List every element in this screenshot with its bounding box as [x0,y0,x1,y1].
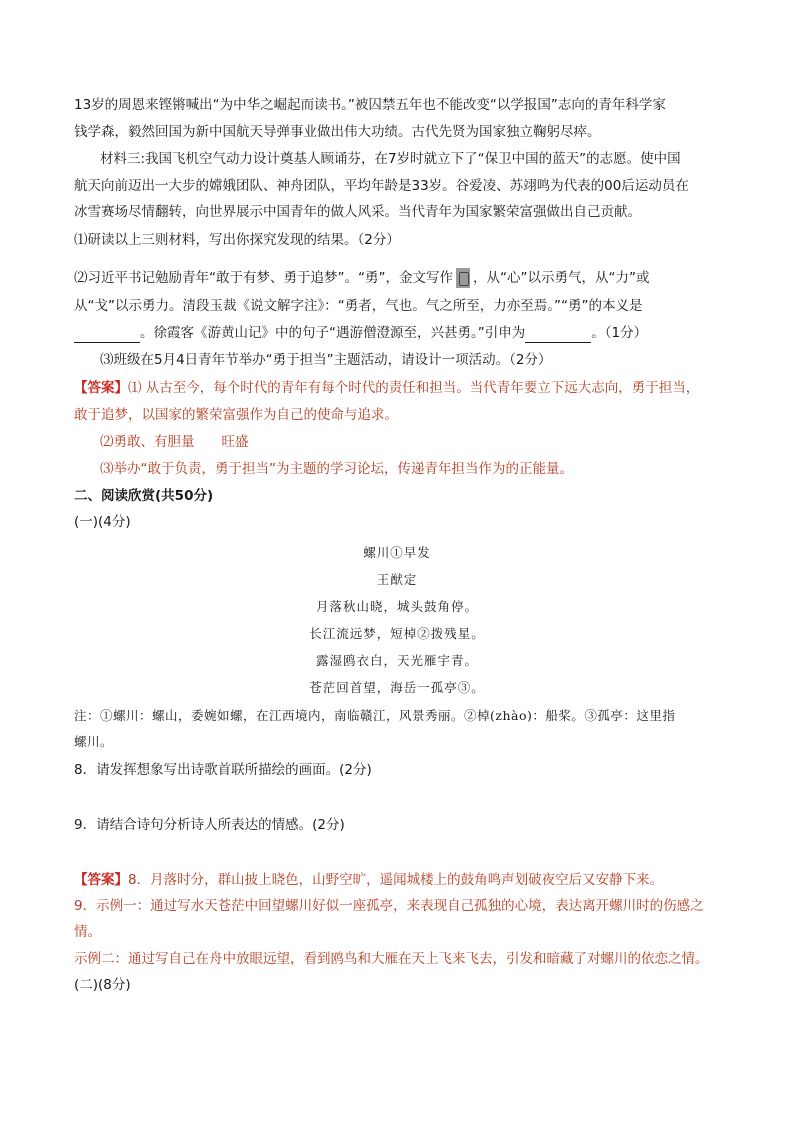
material3-line3: 冰雪赛场尽情翻转，向世界展示中国青年的做人风采。当代青年为国家繁荣富强做出自己贡献。 [74,204,641,220]
poem-note-line2: 螺川。 [74,734,114,749]
answer-9-line1: 9．示例一：通过写水天苍茫中回望螺川好似一座孤亭，来表现自己孤独的心境，表达离开螺川时的伤感之 [74,898,704,914]
answer-blank-1[interactable] [74,328,140,343]
question-2-line1 [74,268,649,288]
material3-line1: 材料三:我国飞机空气动力设计奠基人顾诵芬，在7岁时就立下了“保卫中国的蓝天”的志愿。使中国 [100,151,681,167]
answer-9-example2: 示例二：通过写自己在舟中放眼远望，看到鸥鸟和大雁在天上飞来飞去，引发和暗藏了对螺川的依恋之情。 [74,951,709,967]
poem-line-4: 苍茫回首望，海岳一孤亭③。 [309,680,485,695]
answer-1-text: ⑴ 从古至今，每个时代的青年有每个时代的责任和担当。当代青年要立下远大志向，勇于担当， [128,380,700,396]
question-2-text-b: ，从“心”以示勇气，从“力”或 [472,270,650,286]
material2-line2: 钱学森，毅然回国为新中国航天导弹事业做出伟大功绩。古代先贤为国家独立鞠躬尽瘁。 [74,124,601,140]
bronze-script-yong-glyph-icon [456,268,470,288]
question-8: 8．请发挥想象写出诗歌首联所描绘的画面。(2分) [74,762,372,778]
section-title: 二、阅读欣赏(共50分) [74,488,214,504]
answer-1-line2: 敢于追梦，以国家的繁荣富强作为自己的使命与追求。 [74,407,398,423]
material2-line1: 13岁的周恩来铿锵喊出“为中华之崛起而读书。”被囚禁五年也不能改变“以学报国”志向的青年科学家 [74,97,666,113]
answer-8: 8．月落时分，群山披上晓色，山野空旷，遥闻城楼上的鼓角鸣声划破夜空后又安静下来。 [128,872,664,888]
question-2-line3 [74,323,647,343]
answer-blank-2[interactable] [525,328,591,343]
answer-2: ⑵勇敢、有胆量 旺盛 [100,434,249,450]
part-1-heading: (一)(4分) [74,514,131,530]
part-2-heading: (二)(8分) [74,977,131,993]
poem-line-2: 长江流远梦，短棹②拨残星。 [309,626,485,641]
question-9: 9．请结合诗句分析诗人所表达的情感。(2分) [74,817,345,833]
answer-block-1-line1 [74,378,699,398]
poem-author: 王猷定 [376,572,418,587]
answer-block-2-line1 [74,870,663,890]
material3-line2: 航天向前迈出一大步的嫦娥团队、神舟团队，平均年龄是33岁。谷爱凌、苏翊鸣为代表的00后运动员在 [74,178,689,194]
poem-note-line1: 注：①螺川：螺山，委婉如螺，在江西境内，南临赣江，风景秀丽。②棹(zhào)：船桨。③孤亭：这里指 [74,708,676,723]
answer-3: ⑶举办“敢于负责，勇于担当”为主题的学习论坛，传递青年担当作为的正能量。 [100,461,573,477]
question-2-text-c: 。徐霞客《游黄山记》中的句子“遇游僧澄源至，兴甚勇。”引申为 [140,325,526,341]
answer-9-line2: 情。 [74,924,101,940]
poem-line-1: 月落秋山晓，城头鼓角停。 [315,599,478,614]
question-2-text-d: 。（1分） [591,325,648,341]
question-2-text-a: ⑵习近平书记勉励青年“敢于有梦、勇于追梦”。“勇”，金文写作 [74,270,453,286]
question-1: ⑴研读以上三则材料，写出你探究发现的结果。（2分） [74,232,400,248]
question-2-line2: 从“戈”以示勇力。清段玉裁《说文解字注》：“勇者，气也。气之所至，力亦至焉。”“勇”的本义是 [74,298,643,314]
poem-line-3: 露湿鸥衣白，天光雁宇青。 [315,653,478,668]
question-3: ⑶班级在5月4日青年节举办“勇于担当”主题活动，请设计一项活动。（2分） [100,352,552,368]
poem-title: 螺川①早发 [363,545,431,560]
answer-tag: 【答案】 [74,380,128,396]
answer-tag-2: 【答案】 [74,872,128,888]
